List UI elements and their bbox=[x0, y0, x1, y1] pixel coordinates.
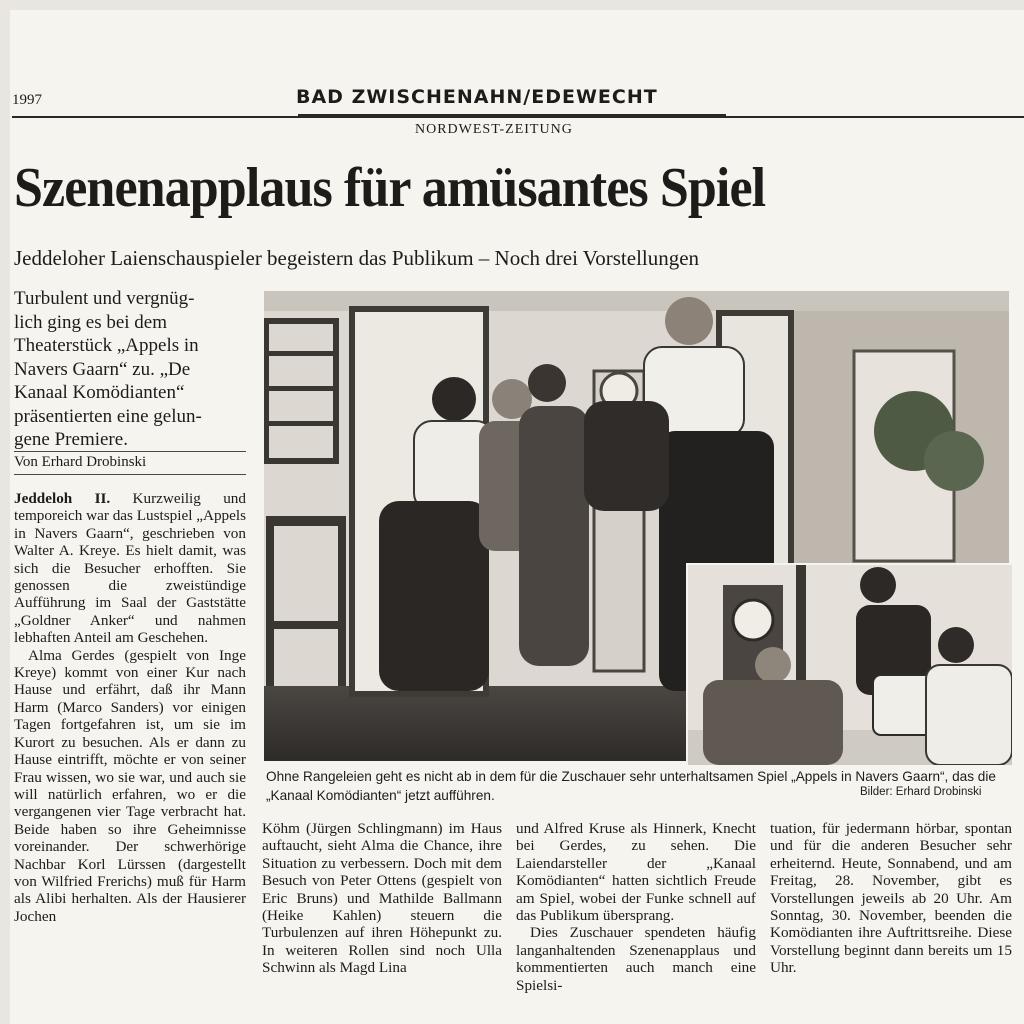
article-column-1 bbox=[14, 490, 246, 925]
headline: Szenenapplaus für amüsantes Spiel bbox=[14, 157, 766, 219]
section-title: BAD ZWISCHENAHN/EDEWECHT bbox=[296, 86, 658, 108]
article-intro bbox=[14, 287, 246, 452]
article-paragraph: Alma Gerdes (gespielt von Inge Kreye) kommt von einer Kur nach Hause und erfährt, daß ihr Mann Harm (Marco Sanders) vor einigen Tagen fortgefahren ist, um sie im Kurort zu besuchen. Als er dann zu Hause eintrifft, möchte er von seiner Frau wissen, wo sie war, und auch sie will natürlich erfahren, wo er die vergangenen vier Tage verbracht hat. Beide haben so ihre Geheimnisse voreinander. Der schwerhörige Nachbar Korl Lürssen (dargestellt von Wilfried Frerichs) muß für Harm als Alibi herhalten. Als der Hausierer Jochen bbox=[14, 646, 246, 925]
page-edge bbox=[0, 0, 1024, 10]
byline-rule-top bbox=[14, 451, 246, 452]
paragraph-text: Kurzweilig und temporeich war das Lustspiel „Appels in Navers Gaarn“, geschrieben von Walter A. Kreye. Es hielt damit, was sich die Besucher erhofften. Sie genossen die zweistündige Aufführung im Saal der Gaststätte „Goldner Anker“ und nahmen lebhaften Anteil am Geschehen. bbox=[14, 490, 246, 647]
photo-caption: Ohne Rangeleien geht es nicht ab in dem für die Zuschauer sehr unterhaltsamen Spiel „Appels in Navers Gaarn“, das die „Kanaal Komödianten“ jetzt aufführen. bbox=[266, 769, 996, 803]
intro-line: Turbulent und vergnüg- bbox=[14, 288, 195, 309]
article-column-2 bbox=[262, 820, 502, 977]
subheadline: Jeddeloher Laienschauspieler begeistern das Publikum – Noch drei Vorstellungen bbox=[14, 246, 700, 270]
article-paragraph: Köhm (Jürgen Schlingmann) im Haus auftaucht, sieht Alma die Chance, ihre Situation zu verbessern. Doch mit dem Besuch von Peter Ottens (gespielt von Eric Bruns) und Mathilde Ballmann (Heike Kahlen) steuern die Turbulenzen auf ihren Höhepunkt zu. In weiteren Rollen sind noch Ulla Schwinn als Magd Lina bbox=[262, 820, 502, 977]
photo-credit: Bilder: Erhard Drobinski bbox=[860, 786, 982, 798]
article-column-3 bbox=[516, 820, 756, 994]
intro-line: Kanaal Komödianten“ bbox=[14, 382, 185, 403]
byline: Von Erhard Drobinski bbox=[14, 454, 147, 470]
article-paragraph bbox=[14, 490, 246, 647]
article-paragraph: tuation, für jedermann hörbar, spontan und für die anderen Besucher sehr erheiternd. Heute, Sonnabend, und am Freitag, 28. November, gibt es Vorstellungen jeweils ab 20 Uhr. Am Sonntag, 30. November, beenden die Komödianten ihre Auftrittsreihe. Diese Vorstellung beginnt dann bereits um 15 Uhr. bbox=[770, 820, 1012, 977]
issue-year: 1997 bbox=[12, 92, 42, 108]
intro-line: Navers Gaarn“ zu. „De bbox=[14, 358, 191, 380]
intro-line: Theaterstück „Appels in bbox=[14, 335, 199, 356]
inset-photo bbox=[686, 563, 1014, 767]
page-edge-left bbox=[0, 0, 10, 1024]
dateline: Jeddeloh II. bbox=[14, 490, 111, 507]
newspaper-name: NORDWEST-ZEITUNG bbox=[415, 122, 573, 137]
intro-line: lich ging es bei dem bbox=[14, 311, 168, 333]
article-paragraph: Dies Zuschauer spendeten häufig langanhaltenden Szenenapplaus und kommentierten auch manch eine Spielsi- bbox=[516, 924, 756, 994]
intro-line: präsentierten eine gelun- bbox=[14, 405, 202, 427]
article-column-4 bbox=[770, 820, 1012, 977]
intro-line: gene Premiere. bbox=[14, 429, 128, 450]
article-paragraph: und Alfred Kruse als Hinnerk, Knecht bei Gerdes, zu sehen. Die Laiendarsteller der „Kanaal Komödianten“ hatten sichtlich Freude am Spiel, wobei der Funke schnell auf das Publikum übersprang. bbox=[516, 820, 756, 925]
header-rule bbox=[12, 116, 1024, 118]
byline-rule-bottom bbox=[14, 474, 246, 475]
